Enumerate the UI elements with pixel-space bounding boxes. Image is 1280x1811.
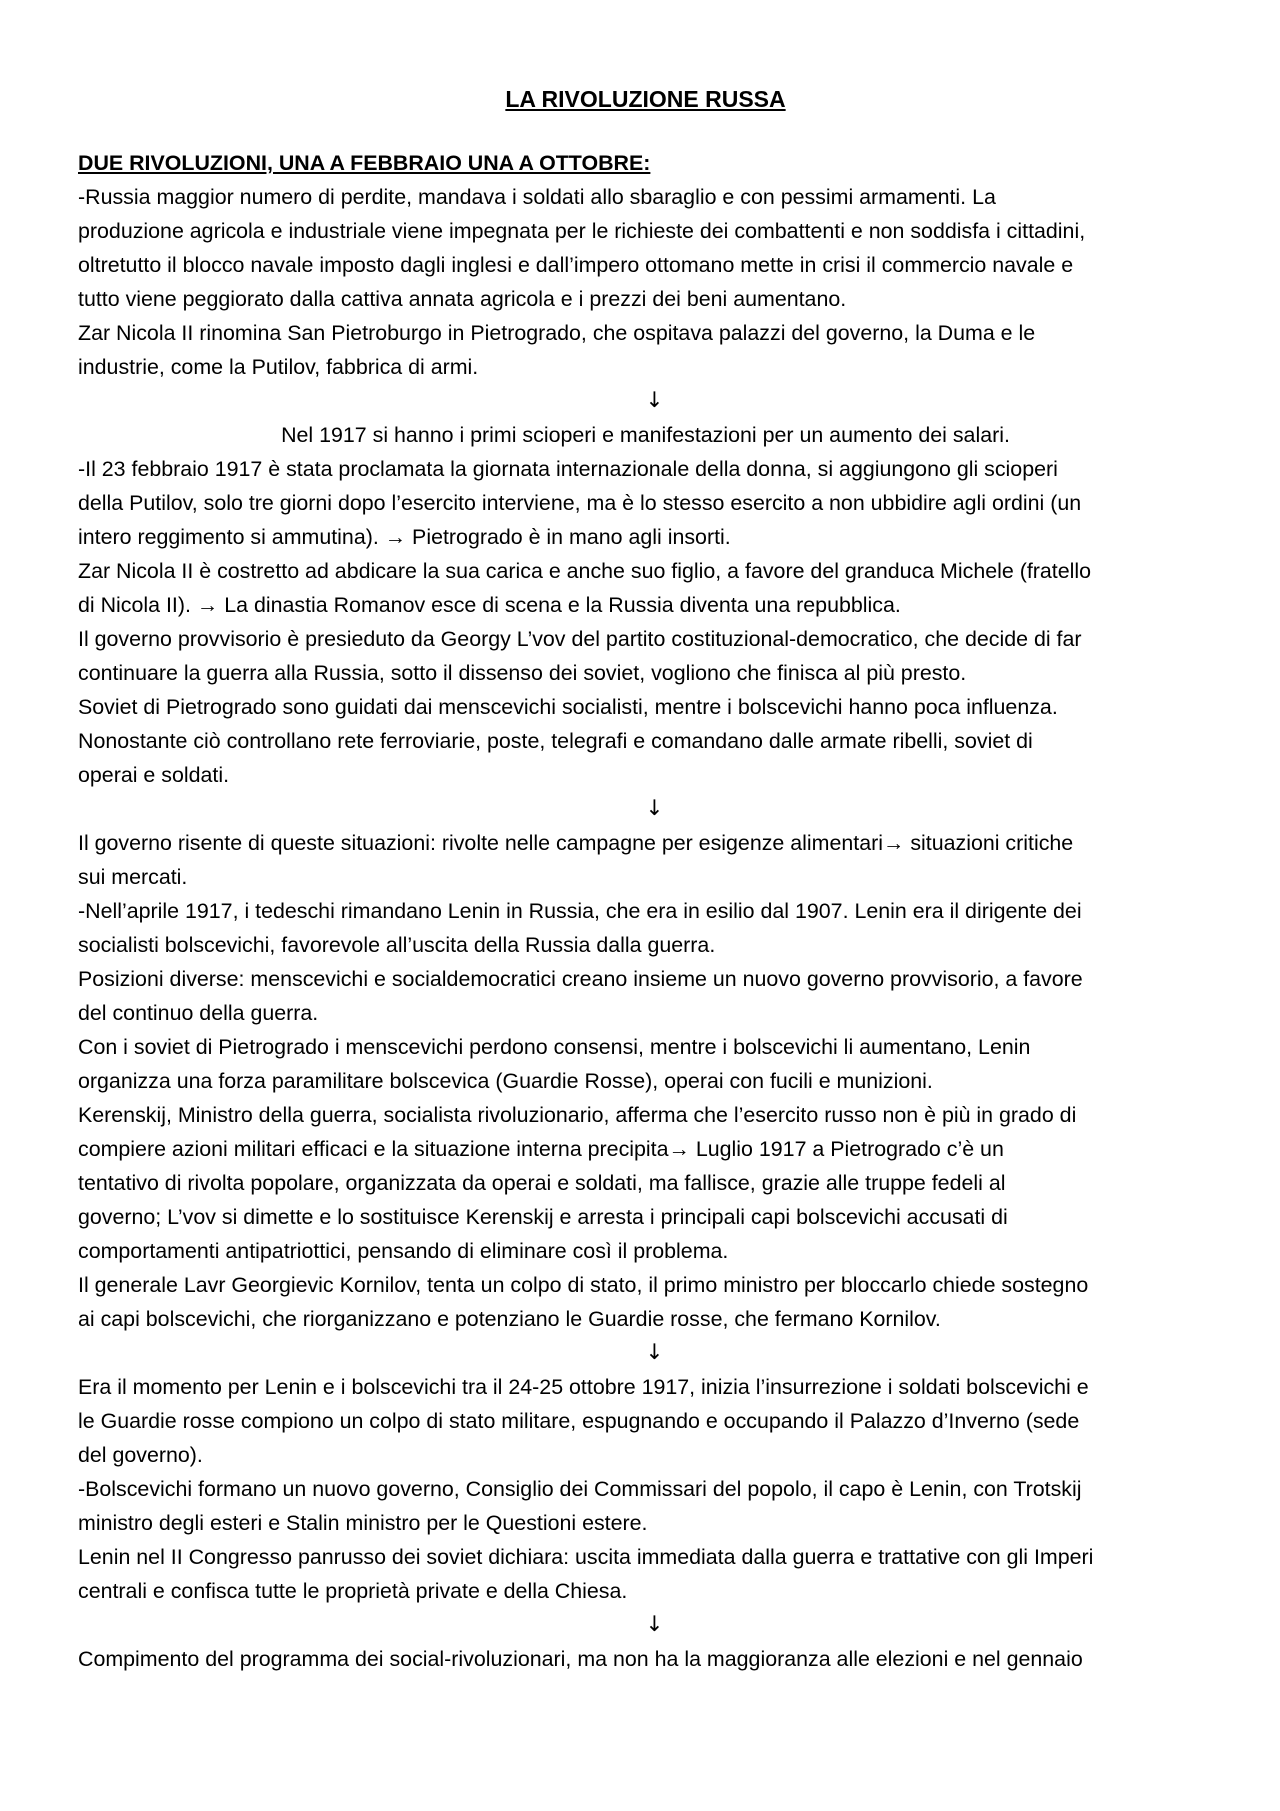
section-heading: DUE RIVOLUZIONI, UNA A FEBBRAIO UNA A OTTOBRE: [78,151,651,175]
text-line: ai capi bolscevichi, che riorganizzano e potenziano le Guardie rosse, che fermano Kornilov. [78,1307,941,1331]
document-content [78,84,1213,1676]
text-line: Lenin nel II Congresso panrusso dei soviet dichiara: uscita immediata dalla guerra e trattative con gli Imperi [78,1545,1094,1569]
text-line: tentativo di rivolta popolare, organizzata da operai e soldati, ma fallisce, grazie alle truppe fedeli al [78,1171,1006,1195]
text-line: -Russia maggior numero di perdite, mandava i soldati allo sbaraglio e con pessimi armamenti. La [78,185,996,209]
down-arrow-icon: ↓ [645,1612,664,1637]
text-line: Con i soviet di Pietrogrado i menscevichi perdono consensi, mentre i bolscevichi li aumentano, Lenin [78,1035,1031,1059]
text-line: Nonostante ciò controllano rete ferroviarie, poste, telegrafi e comandano dalle armate ribelli, soviet di [78,729,1033,753]
document-body [78,146,1213,1676]
text-line: industrie, come la Putilov, fabbrica di armi. [78,355,479,379]
text-line: le Guardie rosse compiono un colpo di stato militare, espugnando e occupando il Palazzo d’Inverno (sede [78,1409,1080,1433]
text-line: intero reggimento si ammutina). → Pietrogrado è in mano agli insorti. [78,525,731,549]
text-line: sui mercati. [78,865,188,889]
text-line: compiere azioni militari efficaci e la situazione interna precipita→ Luglio 1917 a Pietrogrado c’è un [78,1137,1004,1161]
text-line: oltretutto il blocco navale imposto dagli inglesi e dall’impero ottomano mette in crisi il commercio navale e [78,253,1074,277]
text-line: continuare la guerra alla Russia, sotto il dissenso dei soviet, vogliono che finisca al più presto. [78,661,967,685]
down-arrow-icon: ↓ [645,796,664,821]
text-line: del governo). [78,1443,203,1467]
text-line: Zar Nicola II è costretto ad abdicare la sua carica e anche suo figlio, a favore del granduca Michele (fratello [78,559,1092,583]
text-line: Era il momento per Lenin e i bolscevichi tra il 24-25 ottobre 1917, inizia l’insurrezione i soldati bolscevichi e [78,1375,1089,1399]
text-line: della Putilov, solo tre giorni dopo l’esercito interviene, ma è lo stesso esercito a non ubbidire agli ordini (un [78,491,1082,515]
text-line: -Nell’aprile 1917, i tedeschi rimandano Lenin in Russia, che era in esilio dal 1907. Lenin era il dirigente dei [78,899,1082,923]
text-line: Nel 1917 si hanno i primi scioperi e manifestazioni per un aumento dei salari. [281,423,1010,447]
text-line: Zar Nicola II rinomina San Pietroburgo in Pietrogrado, che ospitava palazzi del governo, la Duma e le [78,321,1036,345]
text-line: Posizioni diverse: menscevichi e socialdemocratici creano insieme un nuovo governo provvisorio, a favore [78,967,1083,991]
text-line: governo; L’vov si dimette e lo sostituisce Kerenskij e arresta i principali capi bolscevichi accusati di [78,1205,1008,1229]
text-line: Il governo provvisorio è presieduto da Georgy L’vov del partito costituzional-democratico, che decide di far [78,627,1082,651]
down-arrow-icon: ↓ [645,388,664,413]
text-line: organizza una forza paramilitare bolscevica (Guardie Rosse), operai con fucili e munizioni. [78,1069,933,1093]
text-line: Il generale Lavr Georgievic Kornilov, tenta un colpo di stato, il primo ministro per bloccarlo chiede sostegno [78,1273,1089,1297]
text-line: socialisti bolscevichi, favorevole all’uscita della Russia dalla guerra. [78,933,716,957]
text-line: operai e soldati. [78,763,230,787]
text-line: -Il 23 febbraio 1917 è stata proclamata la giornata internazionale della donna, si aggiungono gli scioperi [78,457,1058,481]
text-line: Soviet di Pietrogrado sono guidati dai menscevichi socialisti, mentre i bolscevichi hanno poca influenza. [78,695,1058,719]
down-arrow-icon: ↓ [645,1340,664,1365]
text-line: di Nicola II). → La dinastia Romanov esce di scena e la Russia diventa una repubblica. [78,593,901,617]
text-line: tutto viene peggiorato dalla cattiva annata agricola e i prezzi dei beni aumentano. [78,287,847,311]
text-line: Compimento del programma dei social-rivoluzionari, ma non ha la maggioranza alle elezioni e nel gennaio [78,1647,1083,1671]
text-line: centrali e confisca tutte le proprietà private e della Chiesa. [78,1579,628,1603]
text-line: Il governo risente di queste situazioni: rivolte nelle campagne per esigenze alimentari→ situazioni critiche [78,831,1074,855]
text-line: del continuo della guerra. [78,1001,319,1025]
text-line: comportamenti antipatriottici, pensando di eliminare così il problema. [78,1239,729,1263]
text-line: produzione agricola e industriale viene impegnata per le richieste dei combattenti e non soddisfa i cittadini, [78,219,1086,243]
text-line: Kerenskij, Ministro della guerra, socialista rivoluzionario, afferma che l’esercito russo non è più in grado di [78,1103,1077,1127]
document-title: LA RIVOLUZIONE RUSSA [505,86,786,112]
text-line: ministro degli esteri e Stalin ministro per le Questioni estere. [78,1511,648,1535]
text-line: -Bolscevichi formano un nuovo governo, Consiglio dei Commissari del popolo, il capo è Lenin, con Trotskij [78,1477,1082,1501]
